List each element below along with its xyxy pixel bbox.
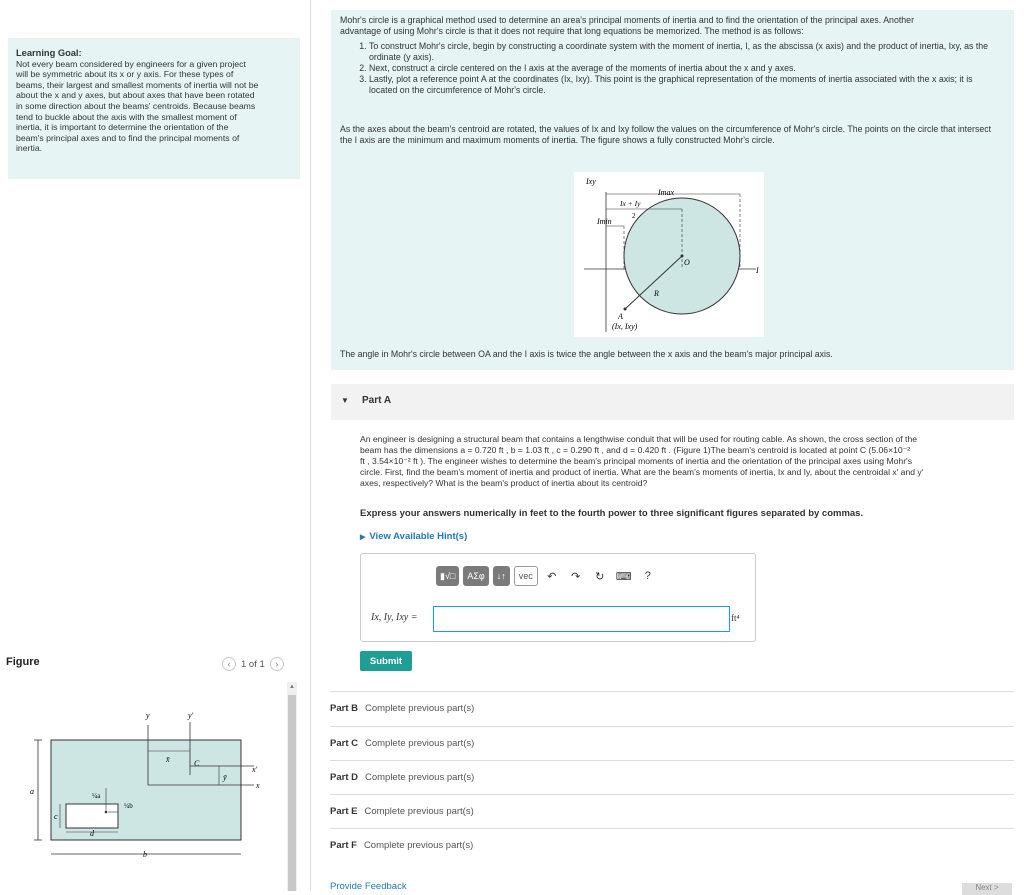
learning-goal-line: in some direction about the beams' centroids. Because beams [16, 100, 256, 111]
figure-title: Figure [6, 656, 40, 668]
part-row[interactable] [330, 794, 1014, 828]
intro-text [340, 15, 1000, 96]
y-axis-label: y [146, 711, 150, 720]
learning-goal-line: beams, their largest and smallest moments of inertia will not be [16, 79, 259, 90]
figure-scrollbar[interactable] [287, 682, 297, 891]
redo-icon[interactable]: ↷ [571, 570, 581, 583]
part-label: Part E [330, 806, 358, 817]
part-status: Complete previous part(s) [363, 840, 474, 851]
part-row[interactable] [330, 760, 1014, 794]
learning-goal-line: will be symmetric about its x or y axis. For these types of [16, 69, 234, 80]
x-bar-label: x̄ [166, 755, 170, 764]
mohr-a-label: A [618, 312, 623, 321]
method-step: 2. Next, construct a circle centered on the I axis at the average of the moments of inertia about the x and y axes. [369, 63, 1000, 74]
scroll-thumb[interactable] [288, 695, 296, 891]
answer-unit: ft⁴ [731, 613, 740, 623]
submit-button[interactable]: Submit [360, 651, 412, 671]
intro-paragraph-line: Mohr's circle is a graphical method used to determine an area's principal moments of inertia and to find the orientation of the principal axes. Another [340, 15, 915, 25]
y-bar-label: ȳ [223, 773, 227, 782]
y-prime-label: y′ [188, 711, 194, 720]
collapse-triangle-icon[interactable]: ▼ [341, 396, 349, 405]
problem-line: circle. First, find the beam's moment of inertia and product of inertia. What are the beam's moments of inertia, Ix and Iy, about the centroidal x′ and y′ [360, 467, 924, 477]
mohrs-circle-figure [574, 172, 764, 337]
mohr-a-coords-label: (Ix, Ixy) [612, 322, 638, 331]
dim-quarter-b-label: ¼b [124, 802, 133, 810]
reset-icon[interactable]: ↻ [595, 570, 605, 583]
part-row[interactable] [330, 691, 1014, 725]
next-button[interactable]: Next > [962, 883, 1012, 895]
answer-input[interactable] [433, 606, 730, 632]
intro-paragraph-line: advantage of using Mohr's circle is that it does not require that long equations be memorized. The method is as follows: [340, 26, 804, 36]
intro-paragraph-2: As the axes about the beam's centroid are rotated, the values of Ix and Ixy follow the values on the circumference of Mohr's circle. The points on the circle that intersect the I axis are the minimum and maximum moments of inertia. The figure shows a fully constructed Mohr's circle. [340, 124, 992, 145]
dim-d-label: d [90, 829, 94, 838]
method-step: 3. Lastly, plot a reference point A at the coordinates (Ix, Ixy). This point is the graphical representation of the moments of inertia associated with the x axis; it is located on the circumference of Mohr's circle. [369, 74, 1000, 96]
mohr-i-axis-label: I [756, 266, 759, 275]
part-status: Complete previous part(s) [364, 772, 475, 783]
angle-note: The angle in Mohr's circle between OA and the I axis is twice the angle between the x axis and the beam's major principal axis. [340, 349, 833, 359]
expand-triangle-icon: ▶ [360, 534, 366, 541]
learning-goal-title: Learning Goal: [16, 48, 82, 58]
conduit-rect [66, 804, 118, 828]
part-label: Part F [330, 840, 357, 851]
templates-button[interactable]: ▮√□ [436, 566, 459, 586]
dim-quarter-a-label: ¼a [92, 792, 101, 800]
view-hints-label: View Available Hint(s) [369, 531, 468, 542]
help-icon[interactable]: ? [644, 570, 651, 582]
learning-goal-line: Not every beam considered by engineers for a given project [16, 58, 246, 69]
figure-pager [222, 657, 284, 671]
problem-line: ft , 3.54×10⁻² ft ). The engineer wishes to determine the beam's principal moments of inertia and the orientation of the principal axes using Mohr's [360, 456, 912, 466]
dim-c-label: c [54, 812, 58, 821]
part-status: Complete previous part(s) [364, 738, 475, 749]
view-hints-link[interactable] [360, 531, 467, 542]
mohr-imax-label: Imax [658, 188, 674, 197]
part-label: Part D [330, 772, 358, 783]
answer-area [360, 553, 756, 642]
scroll-up-icon[interactable]: ▲ [289, 684, 295, 690]
part-status: Complete previous part(s) [364, 703, 475, 714]
mohr-r-label: R [654, 289, 659, 298]
part-a-label: Part A [362, 395, 392, 406]
prev-figure-button[interactable]: ‹ [222, 657, 236, 671]
mohr-avg-numerator: Ix + Iy [620, 199, 641, 208]
vector-button[interactable]: vec [514, 566, 538, 586]
problem-line: beam has the dimensions a = 0.720 ft , b = 1.03 ft , c = 0.290 ft , and d = 0.420 ft . (Figure 1)The beam's centroid is located at point C (5.06×10⁻² [360, 445, 911, 455]
learning-goal-line: about the x and y axes, but about axes that have been rotated [16, 90, 255, 101]
mohr-imin-label: Imin [597, 217, 612, 226]
answer-instructions: Express your answers numerically in feet to the fourth power to three significant figures separated by commas. [360, 508, 864, 519]
symbols-button[interactable]: ΑΣφ [463, 566, 488, 586]
method-step: 1. To construct Mohr's circle, begin by constructing a coordinate system with the moment of inertia, I, as the abscissa (x axis) and the product of inertia, Ixy, as the ordinate (y axis). [369, 41, 1000, 63]
mohr-avg-denominator: 2 [632, 212, 636, 220]
part-a-header[interactable] [331, 384, 1014, 420]
learning-goal-line: tend to buckle about the axis with the smallest moment of [16, 111, 237, 122]
dim-b-label: b [143, 850, 147, 859]
undo-icon[interactable]: ↶ [547, 570, 557, 583]
sort-button[interactable]: ↓↑ [493, 566, 510, 586]
part-a-problem [360, 434, 1015, 489]
next-figure-button[interactable]: › [270, 657, 284, 671]
x-axis-label: x [256, 781, 260, 790]
beam-cross-section-figure [18, 700, 278, 870]
method-steps [340, 41, 1000, 96]
part-row[interactable] [330, 726, 1014, 760]
mohr-o-label: O [684, 258, 690, 267]
learning-goal-line: beam's principal axes and to find the principal moments of [16, 132, 240, 143]
figure-page-count: 1 of 1 [241, 658, 265, 670]
answer-label: Ix, Iy, Ixy = [371, 612, 418, 623]
math-toolbar [436, 566, 658, 586]
part-row[interactable] [330, 828, 1014, 862]
part-status: Complete previous part(s) [364, 806, 474, 817]
mohr-ixy-label: Ixy [586, 177, 596, 186]
learning-goal-line: inertia, it is important to determine the orientation of the [16, 122, 229, 133]
problem-line: An engineer is designing a structural beam that contains a lengthwise conduit that will be used for routing cable. As shown, the cross section of the [360, 434, 918, 444]
x-prime-label: x′ [252, 765, 258, 774]
keyboard-icon[interactable]: ⌨ [615, 570, 632, 583]
learning-goal-line: inertia. [16, 143, 43, 154]
problem-line: axes, respectively? What is the beam's product of inertia about its centroid? [360, 478, 648, 488]
centroid-c-label: C [194, 759, 200, 768]
dim-a-label: a [30, 787, 34, 796]
part-label: Part C [330, 738, 358, 749]
left-panel [0, 0, 311, 891]
part-label: Part B [330, 703, 358, 714]
provide-feedback-link[interactable]: Provide Feedback [330, 881, 407, 892]
learning-goal-box [8, 38, 300, 179]
